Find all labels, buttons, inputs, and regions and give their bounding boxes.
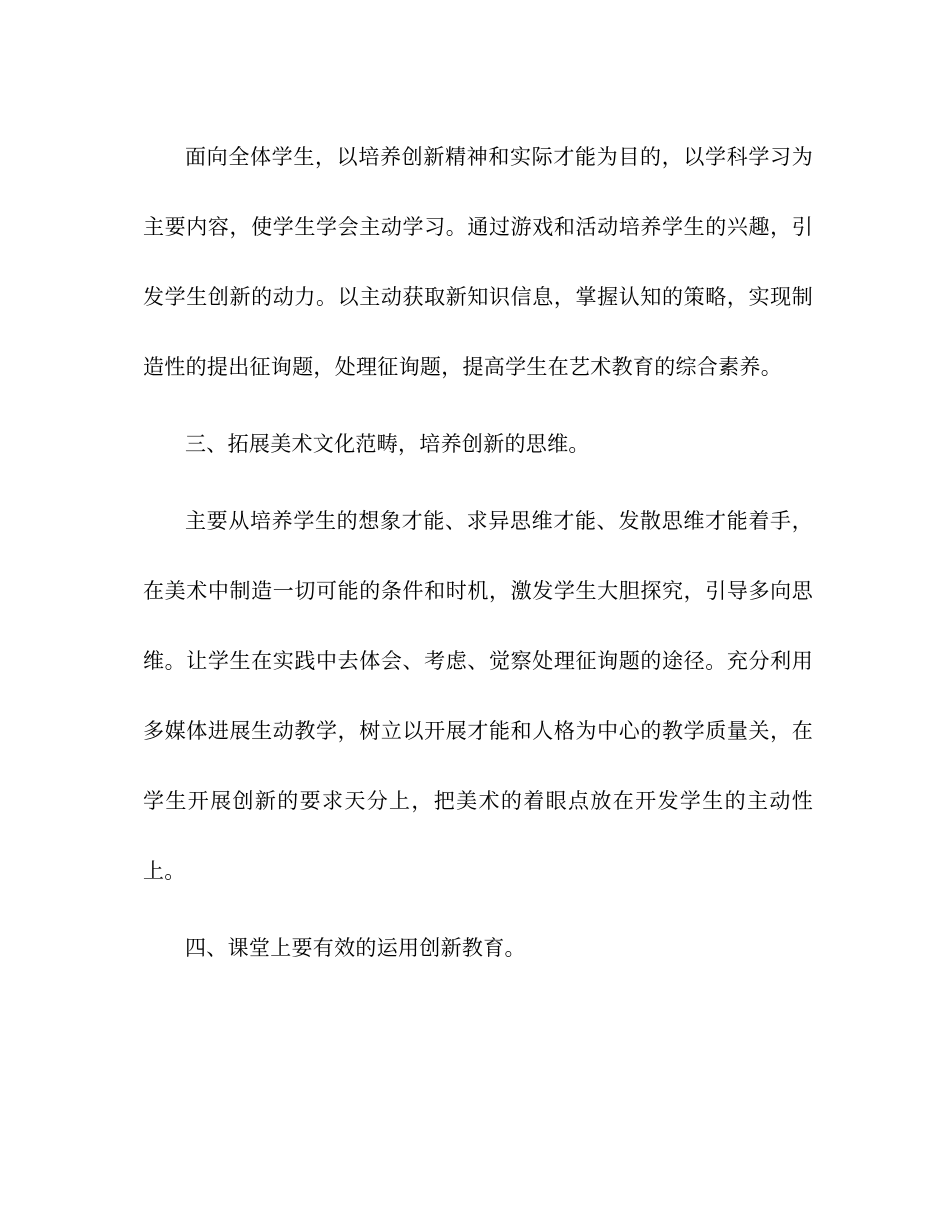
document-body (143, 122, 813, 990)
section-heading-four: 四、课堂上要有效的运用创新教育。 (185, 936, 526, 960)
section-heading-three: 三、拓展美术文化范畴，培养创新的思维。 (185, 432, 590, 456)
paragraph-student-oriented: 面向全体学生，以培养创新精神和实际才能为目的，以学科学习为主要内容，使学生学会主动学习。通过游戏和活动培养学生的兴趣，引发学生创新的动力。以主动获取新知识信息，掌握认知的策略，实现制造性的提出征询题，处理征询题，提高学生在艺术教育的综合素养。 (143, 145, 813, 379)
paragraph-creative-thinking: 主要从培养学生的想象才能、求异思维才能、发散思维才能着手，在美术中制造一切可能的条件和时机，激发学生大胆探究，引导多向思维。让学生在实践中去体会、考虑、觉察处理征询题的途径。充分利用多媒体进展生动教学，树立以开展才能和人格为中心的教学质量关，在学生开展创新的要求天分上，把美术的着眼点放在开发学生的主动性上。 (143, 509, 813, 883)
